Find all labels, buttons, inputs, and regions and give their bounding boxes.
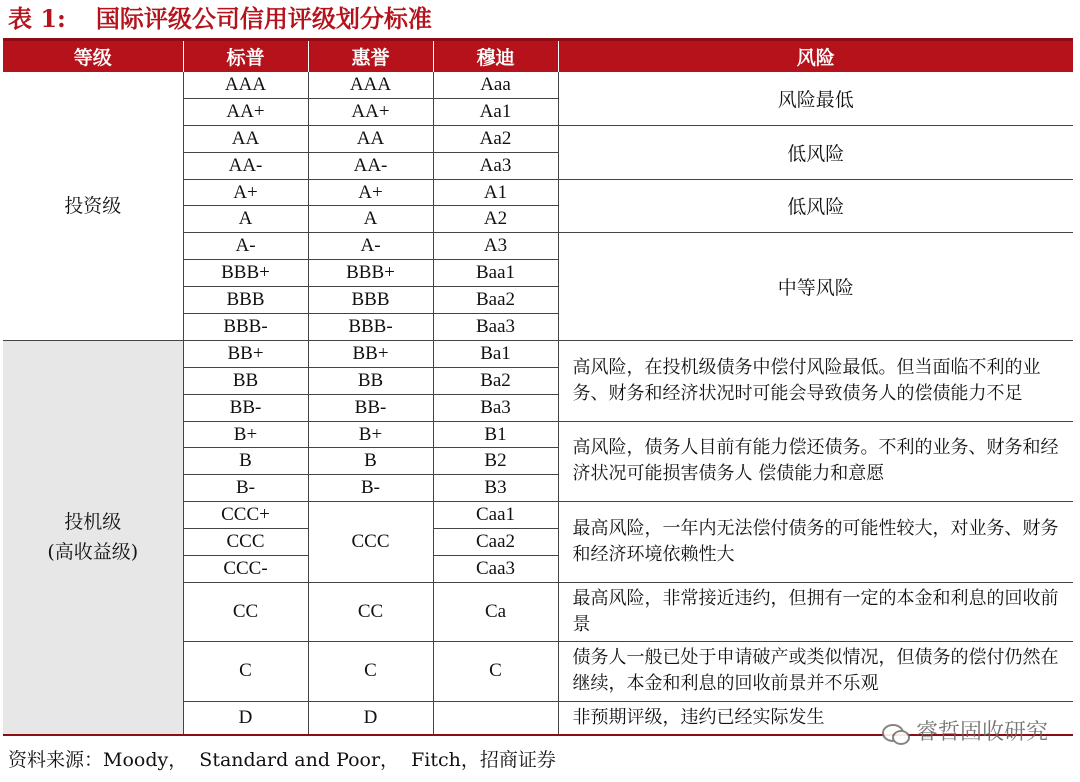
fitch-rating: BB bbox=[308, 367, 433, 394]
moody-rating: Aa1 bbox=[433, 98, 558, 125]
risk-cell: 高风险，债务人目前有能力偿还债务。不利的业务、财务和经济状况可能损害债务人 偿债能力和意愿 bbox=[558, 421, 1073, 502]
sp-rating: A- bbox=[183, 233, 308, 260]
category-speculative bbox=[3, 340, 183, 735]
risk-cell: 风险最低 bbox=[558, 72, 1073, 126]
watermark-text: 睿哲固收研究 bbox=[915, 720, 1048, 745]
fitch-rating: CCC bbox=[308, 502, 433, 583]
category-speculative-line2: (高收益级) bbox=[47, 541, 139, 564]
risk-cell: 低风险 bbox=[558, 179, 1073, 233]
moody-rating: Caa2 bbox=[433, 529, 558, 556]
table-number: 表 1: bbox=[8, 4, 66, 33]
risk-cell: 非预期评级，违约已经实际发生 bbox=[558, 701, 1073, 735]
header-risk: 风险 bbox=[558, 40, 1073, 72]
sp-rating: AAA bbox=[183, 72, 308, 99]
fitch-rating: CC bbox=[308, 582, 433, 641]
fitch-rating: C bbox=[308, 641, 433, 701]
category-speculative-line1: 投机级 bbox=[64, 511, 122, 534]
sp-rating: A bbox=[183, 206, 308, 233]
sp-rating: BB+ bbox=[183, 340, 308, 367]
watermark bbox=[882, 716, 1048, 750]
sp-rating: BBB- bbox=[183, 314, 308, 341]
risk-cell: 最高风险，非常接近违约，但拥有一定的本金和利息的回收前景 bbox=[558, 582, 1073, 641]
moody-rating: Caa1 bbox=[433, 502, 558, 529]
moody-rating: Ba3 bbox=[433, 394, 558, 421]
fitch-rating: B- bbox=[308, 475, 433, 502]
moody-rating: Aa2 bbox=[433, 125, 558, 152]
sp-rating: B bbox=[183, 448, 308, 475]
rating-table bbox=[3, 38, 1073, 736]
moody-rating: Ba1 bbox=[433, 340, 558, 367]
moody-rating: Ca bbox=[433, 582, 558, 641]
moody-rating: A1 bbox=[433, 179, 558, 206]
fitch-rating: BBB bbox=[308, 287, 433, 314]
header-moody: 穆迪 bbox=[433, 40, 558, 72]
fitch-rating: AA bbox=[308, 125, 433, 152]
fitch-rating: AA- bbox=[308, 152, 433, 179]
risk-cell: 高风险，在投机级债务中偿付风险最低。但当面临不利的业务、财务和经济状况时可能会导致债务人的偿债能力不足 bbox=[558, 340, 1073, 421]
sp-rating: BB bbox=[183, 367, 308, 394]
wechat-icon bbox=[882, 722, 910, 744]
sp-rating: CC bbox=[183, 582, 308, 641]
sp-rating: B+ bbox=[183, 421, 308, 448]
fitch-rating: BB+ bbox=[308, 340, 433, 367]
risk-cell: 低风险 bbox=[558, 125, 1073, 179]
moody-rating: Baa3 bbox=[433, 314, 558, 341]
moody-rating: Caa3 bbox=[433, 556, 558, 583]
table-title bbox=[8, 2, 432, 36]
moody-rating: B2 bbox=[433, 448, 558, 475]
sp-rating: BBB bbox=[183, 287, 308, 314]
moody-rating: Aaa bbox=[433, 72, 558, 99]
sp-rating: CCC bbox=[183, 529, 308, 556]
moody-rating: B1 bbox=[433, 421, 558, 448]
sp-rating: CCC- bbox=[183, 556, 308, 583]
header-grade: 等级 bbox=[3, 40, 183, 72]
category-investment: 投资级 bbox=[3, 72, 183, 341]
fitch-rating: BB- bbox=[308, 394, 433, 421]
moody-rating bbox=[433, 701, 558, 735]
sp-rating: C bbox=[183, 641, 308, 701]
fitch-rating: A- bbox=[308, 233, 433, 260]
header-row bbox=[3, 40, 1073, 72]
moody-rating: A3 bbox=[433, 233, 558, 260]
moody-rating: A2 bbox=[433, 206, 558, 233]
fitch-rating: B+ bbox=[308, 421, 433, 448]
table-row bbox=[3, 340, 1073, 367]
sp-rating: BBB+ bbox=[183, 260, 308, 287]
fitch-rating: AAA bbox=[308, 72, 433, 99]
moody-rating: B3 bbox=[433, 475, 558, 502]
fitch-rating: B bbox=[308, 448, 433, 475]
fitch-rating: AA+ bbox=[308, 98, 433, 125]
moody-rating: Baa1 bbox=[433, 260, 558, 287]
header-sp: 标普 bbox=[183, 40, 308, 72]
moody-rating: Ba2 bbox=[433, 367, 558, 394]
moody-rating: Aa3 bbox=[433, 152, 558, 179]
fitch-rating: A bbox=[308, 206, 433, 233]
risk-cell: 最高风险，一年内无法偿付债务的可能性较大，对业务、财务和经济环境依赖性大 bbox=[558, 502, 1073, 583]
risk-cell: 中等风险 bbox=[558, 233, 1073, 341]
moody-rating: Baa2 bbox=[433, 287, 558, 314]
fitch-rating: BBB- bbox=[308, 314, 433, 341]
fitch-rating: A+ bbox=[308, 179, 433, 206]
sp-rating: CCC+ bbox=[183, 502, 308, 529]
moody-rating: C bbox=[433, 641, 558, 701]
risk-cell: 债务人一般已处于申请破产或类似情况，但债务的偿付仍然在继续，本金和利息的回收前景并不乐观 bbox=[558, 641, 1073, 701]
sp-rating: A+ bbox=[183, 179, 308, 206]
header-fitch: 惠誉 bbox=[308, 40, 433, 72]
table-row bbox=[3, 72, 1073, 99]
sp-rating: AA bbox=[183, 125, 308, 152]
sp-rating: AA+ bbox=[183, 98, 308, 125]
fitch-rating: BBB+ bbox=[308, 260, 433, 287]
sp-rating: D bbox=[183, 701, 308, 735]
sp-rating: B- bbox=[183, 475, 308, 502]
sp-rating: AA- bbox=[183, 152, 308, 179]
sp-rating: BB- bbox=[183, 394, 308, 421]
source-note: 资料来源：Moody， Standard and Poor， Fitch，招商证券 bbox=[8, 749, 556, 771]
table-title-text: 国际评级公司信用评级划分标准 bbox=[95, 4, 432, 33]
fitch-rating: D bbox=[308, 701, 433, 735]
